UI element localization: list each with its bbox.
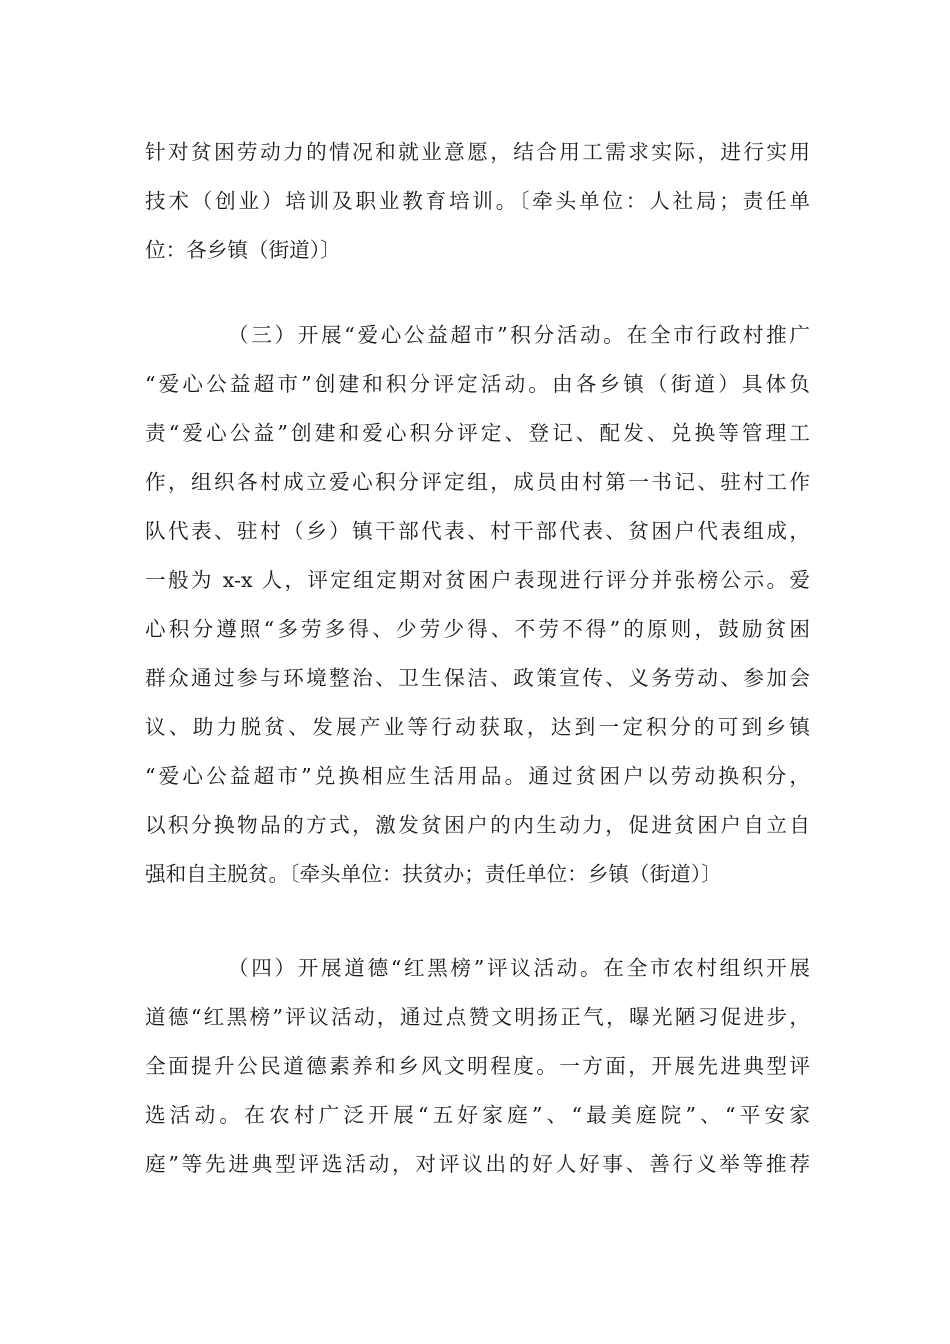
paragraph-line: 以积分换物品的方式，激发贫困户的内生动力，促进贫困户自立自 [145, 813, 810, 837]
paragraph-line: 心积分遵照“多劳多得、少劳少得、不劳不得”的原则，鼓励贫困 [145, 617, 810, 641]
paragraph-heading-line: （三）开展“爱心公益超市”积分活动。在全市行政村推广 [228, 323, 810, 347]
paragraph-line: 责“爱心公益”创建和爱心积分评定、登记、配发、兑换等管理工 [145, 421, 810, 445]
paragraph-charity-supermarket [145, 311, 810, 899]
paragraph-line: 议、助力脱贫、发展产业等行动获取，达到一定积分的可到乡镇 [145, 715, 810, 739]
paragraph-line: 强和自主脱贫。〔牵头单位：扶贫办；责任单位：乡镇（街道）〕 [145, 862, 722, 886]
paragraph-line: “爱心公益超市”创建和积分评定活动。由各乡镇（街道）具体负 [145, 372, 810, 396]
paragraph-line: 选活动。在农村广泛开展“五好家庭”、“最美庭院”、“平安家 [145, 1103, 810, 1127]
paragraph-line: 队代表、驻村（乡）镇干部代表、村干部代表、贫困户代表组成， [145, 519, 810, 543]
paragraph-line: 作，组织各村成立爱心积分评定组，成员由村第一书记、驻村工作 [145, 470, 810, 494]
paragraph-red-black-list [145, 944, 810, 1189]
paragraph-line: 群众通过参与环境整治、卫生保洁、政策宣传、义务劳动、参加会 [145, 666, 810, 690]
paragraph-heading-line: （四）开展道德“红黑榜”评议活动。在全市农村组织开展 [228, 956, 810, 980]
paragraph-line: 道德“红黑榜”评议活动，通过点赞文明扬正气，曝光陋习促进步， [145, 1005, 810, 1029]
paragraph-line: 位：各乡镇（街道）〕 [145, 238, 341, 262]
paragraph-line: 庭”等先进典型评选活动，对评议出的好人好事、善行义举等推荐 [145, 1152, 810, 1176]
paragraph-line: 针对贫困劳动力的情况和就业意愿，结合用工需求实际，进行实用 [145, 140, 810, 164]
paragraph-line: 技术（创业）培训及职业教育培训。〔牵头单位：人社局；责任单 [145, 189, 810, 213]
paragraph-training [145, 128, 810, 275]
paragraph-line: “爱心公益超市”兑换相应生活用品。通过贫困户以劳动换积分， [145, 764, 810, 788]
paragraph-line: 一般为 x-x 人，评定组定期对贫困户表现进行评分并张榜公示。爱 [145, 568, 810, 592]
paragraph-line: 全面提升公民道德素养和乡风文明程度。一方面，开展先进典型评 [145, 1054, 810, 1078]
